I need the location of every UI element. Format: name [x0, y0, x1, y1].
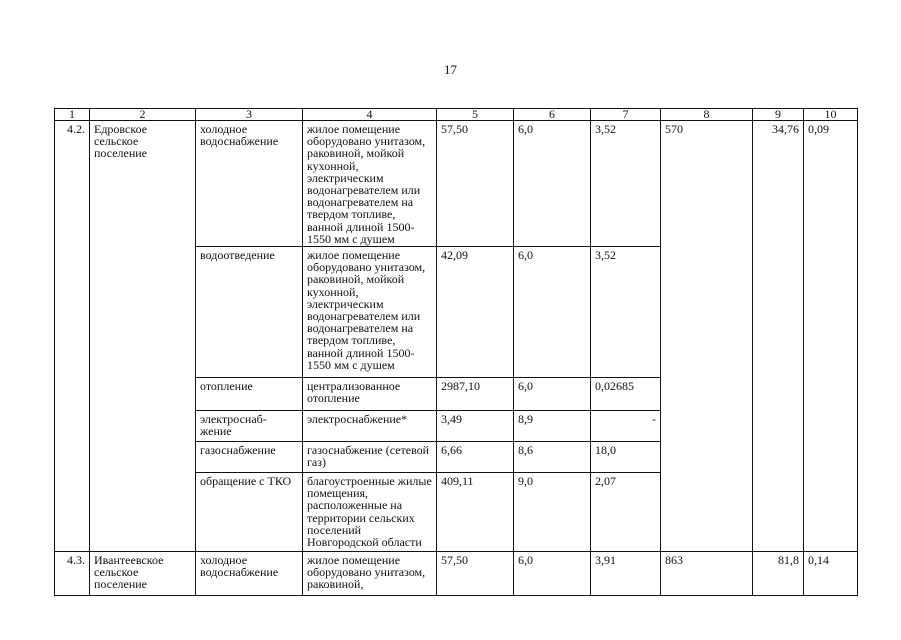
cell-col6: 6,0 [514, 121, 591, 247]
service-description: благоустроенные жилые помещения, расположенные на территории сельских поселений Новгородской области [303, 473, 437, 552]
cell-col9: 81,8 [753, 552, 804, 596]
section-number: 4.3. [55, 552, 90, 596]
cell-col7: 3,52 [591, 121, 661, 247]
service-name: обращение с ТКО [196, 473, 303, 552]
header-cell: 8 [661, 109, 753, 121]
table-row [55, 552, 858, 596]
cell-col10: 0,09 [804, 121, 858, 552]
service-description: жилое помещение оборудовано унитазом, раковиной, [303, 552, 437, 596]
cell-col7: 2,07 [591, 473, 661, 552]
cell-col8: 570 [661, 121, 753, 552]
service-name: холодное водоснабжение [196, 552, 303, 596]
header-cell: 9 [753, 109, 804, 121]
cell-col6: 8,9 [514, 411, 591, 442]
header-cell: 2 [90, 109, 196, 121]
header-cell: 1 [55, 109, 90, 121]
cell-col6: 9,0 [514, 473, 591, 552]
header-cell: 10 [804, 109, 858, 121]
service-description: централизованное отопление [303, 378, 437, 411]
cell-col5: 57,50 [437, 121, 514, 247]
cell-col5: 6,66 [437, 442, 514, 473]
cell-col10: 0,14 [804, 552, 858, 596]
cell-col7: 18,0 [591, 442, 661, 473]
section-number: 4.2. [55, 121, 90, 552]
cell-col7: 3,91 [591, 552, 661, 596]
cell-col6: 6,0 [514, 247, 591, 378]
cell-col6: 6,0 [514, 552, 591, 596]
cell-col8: 863 [661, 552, 753, 596]
table-row [55, 121, 858, 247]
cell-col5: 2987,10 [437, 378, 514, 411]
tariff-table [54, 108, 858, 596]
page-number: 17 [444, 62, 457, 77]
service-name: холодное водоснабжение [196, 121, 303, 247]
cell-col5: 3,49 [437, 411, 514, 442]
header-cell: 6 [514, 109, 591, 121]
header-cell: 7 [591, 109, 661, 121]
header-cell: 5 [437, 109, 514, 121]
settlement-name: Ивантеевское сельское поселение [90, 552, 196, 596]
service-description: электроснабжение* [303, 411, 437, 442]
cell-col7: 0,02685 [591, 378, 661, 411]
column-number-row [55, 109, 858, 121]
header-cell: 3 [196, 109, 303, 121]
cell-col5: 57,50 [437, 552, 514, 596]
service-description: жилое помещение оборудовано унитазом, раковиной, мойкой кухонной, электрическим водонагревателем или водонагревателем на твердом топливе, ванной длиной 1500-1550 мм с душем [303, 247, 437, 378]
cell-col9: 34,76 [753, 121, 804, 552]
service-description: жилое помещение оборудовано унитазом, раковиной, мойкой кухонной, электрическим водонагревателем или водонагревателем на твердом топливе, ванной длиной 1500-1550 мм с душем [303, 121, 437, 247]
cell-col5: 42,09 [437, 247, 514, 378]
cell-col6: 8,6 [514, 442, 591, 473]
cell-col5: 409,11 [437, 473, 514, 552]
settlement-name: Едровское сельское поселение [90, 121, 196, 552]
service-name: электроснаб-жение [196, 411, 303, 442]
service-name: газоснабжение [196, 442, 303, 473]
service-name: водоотведение [196, 247, 303, 378]
cell-col7: 3,52 [591, 247, 661, 378]
cell-col6: 6,0 [514, 378, 591, 411]
cell-col7: - [591, 411, 661, 442]
service-description: газоснабжение (сетевой газ) [303, 442, 437, 473]
header-cell: 4 [303, 109, 437, 121]
service-name: отопление [196, 378, 303, 411]
